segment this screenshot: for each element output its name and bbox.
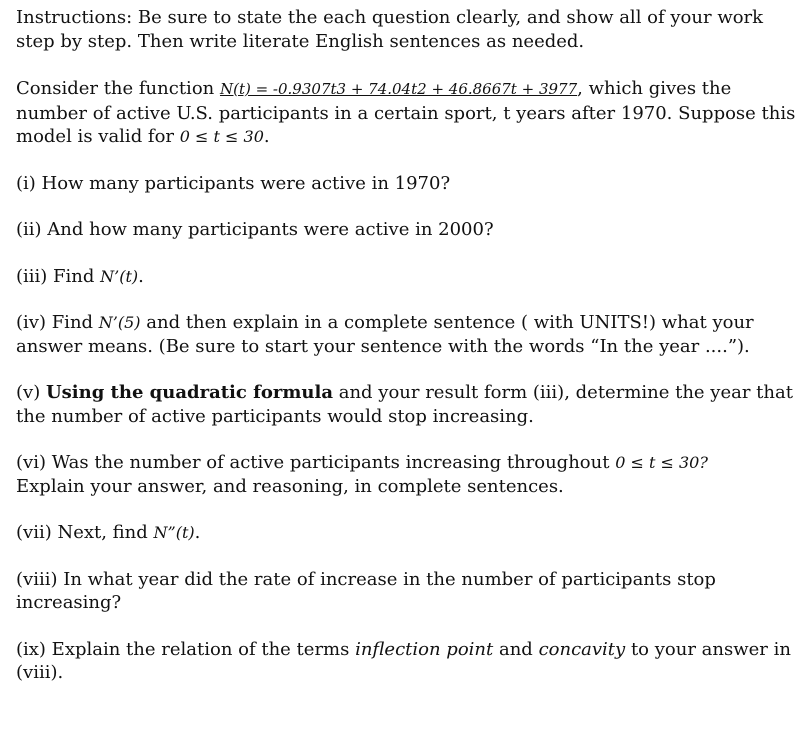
- question-vii-post: .: [194, 522, 201, 543]
- question-v-pre: (v): [16, 382, 46, 403]
- question-vi: [16, 451, 796, 498]
- question-v-emphasis: Using the quadratic formula: [45, 382, 333, 403]
- question-iv-line-2: answer means. (Be sure to start your sentence with the words “In the year ....”).: [16, 335, 750, 357]
- question-ix-mid: and: [493, 638, 539, 660]
- question-vi-pre: (vi) Was the number of active participants increasing throughout: [16, 452, 616, 473]
- term-inflection-point: inflection point: [355, 638, 494, 660]
- question-ix-pre: (ix) Explain the relation of the terms: [16, 638, 356, 660]
- question-viii: [16, 568, 796, 615]
- question-ix-post: to your answer in: [625, 638, 791, 660]
- question-iii-expression: N’(t): [100, 266, 139, 286]
- question-ix: [16, 638, 796, 685]
- question-vii: [16, 521, 796, 545]
- question-vii-expression: N”(t): [153, 523, 195, 542]
- question-iii-post: .: [138, 265, 144, 287]
- intro-paragraph: [16, 77, 796, 149]
- question-iv: [16, 311, 796, 358]
- domain-expression: 0 ≤ t ≤ 30: [179, 127, 264, 146]
- question-vi-expression: 0 ≤ t ≤ 30?: [615, 453, 708, 472]
- question-viii-line-2: increasing?: [16, 592, 122, 613]
- instructions-line-1: Instructions: Be sure to state the each question clearly, and show all of your work: [16, 7, 764, 28]
- question-v: [16, 381, 796, 428]
- question-iv-post: and then explain in a complete sentence ( with UNITS!) what your: [140, 312, 754, 333]
- instructions-line-2: step by step. Then write literate English sentences as needed.: [16, 30, 585, 52]
- question-iii-pre: (iii) Find: [16, 265, 101, 287]
- intro-line-3-post: .: [263, 126, 270, 147]
- intro-line-2: number of active U.S. participants in a certain sport, t years after 1970. Suppose this: [16, 102, 796, 124]
- question-v-post: and your result form (iii), determine the year that: [332, 382, 793, 403]
- intro-post: , which gives the: [577, 78, 732, 99]
- question-i: [16, 172, 796, 196]
- function-definition: N(t) = -0.9307t3 + 74.04t2 + 46.8667t + 3977: [219, 80, 578, 98]
- question-ix-line-2: (viii).: [16, 662, 64, 683]
- question-iv-expression: N’(5): [98, 313, 141, 332]
- question-i-text: (i) How many participants were active in 1970?: [16, 172, 451, 194]
- question-ii: [16, 218, 796, 242]
- question-iv-pre: (iv) Find: [16, 312, 99, 333]
- question-ii-text: (ii) And how many participants were active in 2000?: [16, 219, 494, 240]
- question-vi-line-2: Explain your answer, and reasoning, in complete sentences.: [16, 475, 564, 497]
- question-iii: [16, 265, 796, 289]
- question-viii-line-1: (viii) In what year did the rate of increase in the number of participants stop: [16, 568, 716, 590]
- question-vii-pre: (vii) Next, find: [16, 522, 154, 543]
- instructions-paragraph: [16, 6, 796, 53]
- question-v-line-2: the number of active participants would stop increasing.: [16, 405, 534, 427]
- intro-line-3-pre: model is valid for: [16, 126, 180, 147]
- document-body: [16, 6, 796, 685]
- term-concavity: concavity: [538, 638, 626, 660]
- intro-pre: Consider the function: [16, 78, 220, 99]
